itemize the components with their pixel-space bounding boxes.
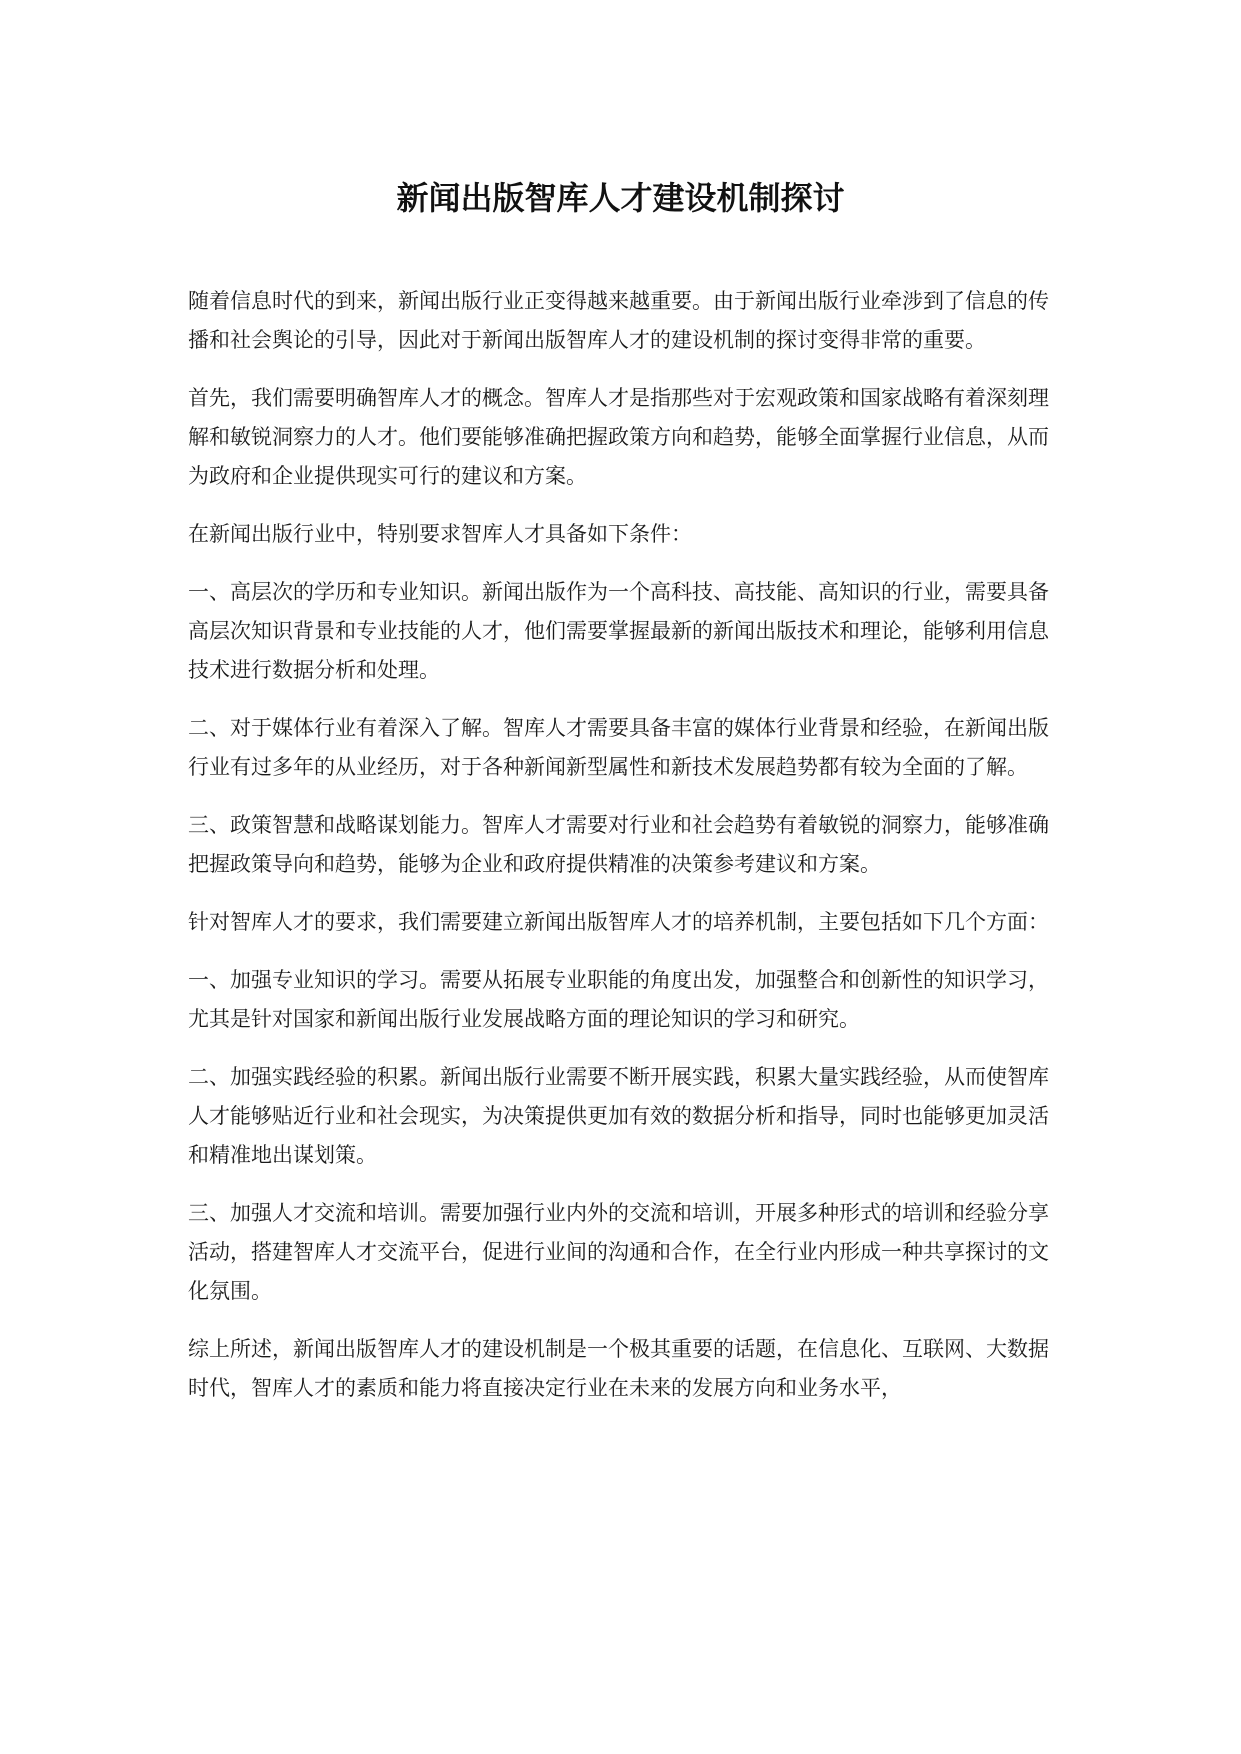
document-title: 新闻出版智库人才建设机制探讨 — [396, 179, 845, 217]
paragraph-condition-3: 三、政策智慧和战略谋划能力。智库人才需要对行业和社会趋势有着敏锐的洞察力，能够准确把握政策导向和趋势，能够为企业和政府提供精准的决策参考建议和方案。 — [188, 813, 1049, 876]
document-body — [188, 282, 1050, 1427]
paragraph-concept: 首先，我们需要明确智库人才的概念。智库人才是指那些对于宏观政策和国家战略有着深刻理解和敏锐洞察力的人才。他们要能够准确把握政策方向和趋势，能够全面掌握行业信息，从而为政府和企业提供现实可行的建议和方案。 — [188, 386, 1049, 488]
paragraph-mechanism-2: 二、加强实践经验的积累。新闻出版行业需要不断开展实践，积累大量实践经验，从而使智库人才能够贴近行业和社会现实，为决策提供更加有效的数据分析和指导，同时也能够更加灵活和精准地出谋划策。 — [188, 1065, 1049, 1167]
paragraph-mechanism-lead: 针对智库人才的要求，我们需要建立新闻出版智库人才的培养机制，主要包括如下几个方面： — [188, 910, 1049, 934]
paragraph-intro: 随着信息时代的到来，新闻出版行业正变得越来越重要。由于新闻出版行业牵涉到了信息的传播和社会舆论的引导，因此对于新闻出版智库人才的建设机制的探讨变得非常的重要。 — [188, 289, 1049, 352]
paragraph-conditions-lead: 在新闻出版行业中，特别要求智库人才具备如下条件： — [188, 522, 692, 546]
paragraph-condition-2: 二、对于媒体行业有着深入了解。智库人才需要具备丰富的媒体行业背景和经验，在新闻出版行业有过多年的从业经历，对于各种新闻新型属性和新技术发展趋势都有较为全面的了解。 — [188, 716, 1049, 779]
paragraph-mechanism-1: 一、加强专业知识的学习。需要从拓展专业职能的角度出发，加强整合和创新性的知识学习，尤其是针对国家和新闻出版行业发展战略方面的理论知识的学习和研究。 — [188, 968, 1049, 1031]
paragraph-condition-1: 一、高层次的学历和专业知识。新闻出版作为一个高科技、高技能、高知识的行业，需要具备高层次知识背景和专业技能的人才，他们需要掌握最新的新闻出版技术和理论，能够利用信息技术进行数据分析和处理。 — [188, 580, 1049, 682]
paragraph-mechanism-3: 三、加强人才交流和培训。需要加强行业内外的交流和培训，开展多种形式的培训和经验分享活动，搭建智库人才交流平台，促进行业间的沟通和合作，在全行业内形成一种共享探讨的文化氛围。 — [188, 1201, 1049, 1303]
paragraph-conclusion: 综上所述，新闻出版智库人才的建设机制是一个极其重要的话题，在信息化、互联网、大数据时代，智库人才的素质和能力将直接决定行业在未来的发展方向和业务水平， — [188, 1337, 1049, 1400]
